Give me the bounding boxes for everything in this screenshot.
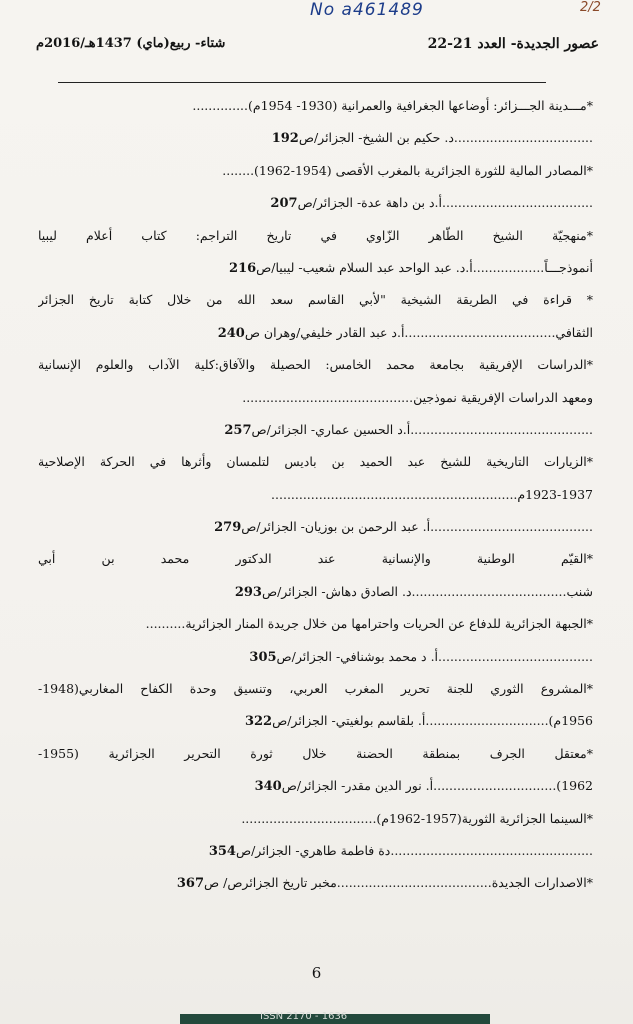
cover-strip (180, 1011, 490, 1024)
toc-line (38, 446, 593, 478)
toc-line-text: *معتقل الجرف بمنطقة الحضنة خلال ثورة التحرير الجزائرية (1955- (38, 745, 593, 761)
toc-line-text: 1956م)...............................أ. بلقاسم بولغيتي- الجزائر/ص (272, 713, 593, 729)
toc-line (38, 187, 593, 219)
toc-line (38, 122, 593, 154)
toc-line-text: 1923-1937م.............................................................. (271, 486, 593, 502)
journal-title: عصور الجديدة- العدد 21-22 (427, 36, 599, 52)
header-rule (58, 82, 546, 83)
toc-page-number: 240 (217, 325, 245, 341)
issue-date: شتاء- ربيع(ماي) 1437هـ/2016م (36, 36, 226, 51)
toc-line-text: *القيّم الوطنية والإنسانية عند الدكتور محمد بن أبي (38, 551, 593, 567)
toc-line-text: *منهجيّة الشيخ الطّاهر الزّاوي في تاريخ التراجم: كتاب أعلام ليبيا (38, 227, 593, 243)
toc-line-text: *الدراسات الإفريقية بجامعة محمد الخامس: الحصيلة والآفاق:كلية الآداب والعلوم الإنسانية (38, 357, 593, 373)
page-number: 6 (311, 964, 322, 982)
toc-line (38, 220, 593, 252)
page-header (36, 36, 599, 60)
toc-page-number: 367 (176, 876, 205, 892)
toc-line (38, 835, 593, 867)
toc-line-text: ...................................................دة فاطمة طاهري- الجزائر/ص (235, 842, 593, 858)
toc-line-text: *الاصدارات الجديدة.......................................مخبر تاريخ الجزائرص/ ص (204, 875, 593, 891)
toc-page-number: 305 (249, 649, 277, 665)
toc-line (38, 738, 593, 770)
toc-line-text: ...................................د. حكيم بن الشيخ- الجزائر/ص (298, 130, 593, 146)
toc-line-text: ......................................أ.د بن داهة عدة- الجزائر/ص (297, 195, 593, 211)
toc-line-text: .......................................أ. د محمد بوشنافي- الجزائر/ص (276, 648, 593, 664)
toc-page-number: 322 (244, 714, 273, 730)
toc-line (38, 673, 593, 705)
toc-line (38, 641, 593, 673)
toc-line (38, 284, 593, 316)
corner-note: 2/2 (580, 0, 601, 15)
toc-line (38, 576, 593, 608)
toc-line (38, 803, 593, 835)
toc-line (38, 349, 593, 381)
toc-line (38, 252, 593, 284)
toc-page-number: 354 (208, 843, 236, 859)
toc-line (38, 511, 593, 543)
toc-line-text: 1962)...............................أ. نور الدين مقدر- الجزائر/ص (281, 778, 593, 794)
toc-line-text: شنب.......................................د. الصادق دهاش- الجزائر/ص (261, 583, 593, 599)
toc-line-text: *المشروع الثوري للجنة تحرير المغرب العربي، وتنسيق وحدة الكفاح المغاربي(1948- (38, 681, 593, 697)
toc-line-text: *المصادر المالية للثورة الجزائرية بالمغرب الأقصى (1954-1962)........ (222, 162, 593, 178)
toc-page-number: 192 (271, 131, 299, 147)
toc-line-text: *مـــدينة الجـــزائر: أوضاعها الجغرافية والعمرانية (1930- 1954م).............. (192, 98, 593, 113)
toc-line (38, 867, 593, 899)
toc-line-text: ومعهد الدراسات الإفريقية نموذجين........................................... (242, 389, 593, 405)
toc-page-number: 293 (234, 584, 262, 600)
toc-line (38, 770, 593, 802)
toc-line (38, 705, 593, 737)
toc-line (38, 543, 593, 575)
toc-page-number: 279 (214, 520, 242, 536)
toc-line-text: *الزيارات التاريخية للشيخ عبد الحميد بن باديس لتلمسان وأثرها في الحركة الإصلاحية (38, 454, 593, 470)
toc-line (38, 414, 593, 446)
toc-line-text: أنموذجـــاً..................أ.د. عبد الواحد عبد السلام شعيب- ليبيا/ص (256, 259, 593, 275)
toc-line-text: *السينما الجزائرية الثورية(1957-1962م).................................. (241, 810, 593, 826)
toc-line (38, 479, 593, 511)
toc-line (38, 90, 593, 122)
toc-line-text: ..............................................أ.د الحسين عماري- الجزائر/ص (251, 421, 593, 437)
toc-line-text: * قراءة في الطريقة الشيخية "لأبي القاسم سعد الله من خلال كتابة تاريخ الجزائر (38, 292, 593, 308)
inventory-stamp: No a461489 (310, 0, 424, 20)
toc-page-number: 257 (224, 422, 252, 438)
toc-line (38, 608, 593, 640)
toc-line (38, 155, 593, 187)
toc-line-text: *الجبهة الجزائرية للدفاع عن الحريات واحترامها من خلال جريدة المنار الجزائرية.......... (145, 616, 593, 632)
toc-page-number: 207 (270, 196, 298, 212)
toc-line-text: .........................................أ. عبد الرحمن بن بوزيان- الجزائر/ص (241, 519, 593, 535)
toc-page-number: 340 (254, 779, 282, 795)
toc-line (38, 382, 593, 414)
toc-page-number: 216 (229, 260, 257, 276)
toc-line (38, 317, 593, 349)
toc-line-text: الثقافي......................................أ.د عبد القادر خليفي/وهران ص (244, 324, 593, 340)
table-of-contents (38, 90, 593, 900)
issn-text: ISSN 2170 - 1636 (260, 1011, 348, 1022)
